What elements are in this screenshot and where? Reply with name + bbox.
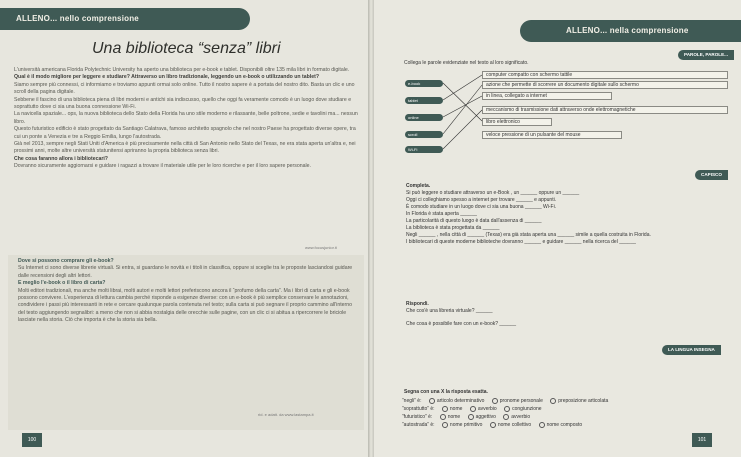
quiz-option[interactable]: congiunzione: [504, 405, 541, 413]
exercise-item: I bibliotecari di queste moderne biblioteche dovranno ______ e guidare ______ nella ricerca del ______: [406, 239, 636, 245]
radio-circle-icon[interactable]: [503, 414, 509, 420]
paragraph: Sebbene il fascino di una biblioteca piena di libri moderni e antichi sia indiscusso, quello che oggi fa veramente comodo è un luogo dove studiare e soprattutto dove ci sia una buona connessione Wi-Fi.: [14, 96, 352, 111]
quiz-row: [402, 421, 738, 429]
page-number: 101: [692, 433, 712, 447]
definition-box: azione che permette di scorrere un documento digitale sullo schermo: [482, 81, 728, 89]
section-tag-understanding: CAPISCO: [695, 170, 728, 180]
quiz-option[interactable]: aggettivo: [468, 413, 496, 421]
radio-circle-icon[interactable]: [550, 398, 556, 404]
source-note: www.focusjunior.it: [305, 245, 337, 250]
quiz-option[interactable]: nome: [442, 405, 463, 413]
exercise-item: È comodo studiare in un luogo dove ci sia una buona ______ Wi-Fi.: [406, 204, 557, 210]
radio-circle-icon[interactable]: [490, 422, 496, 428]
quiz-option[interactable]: nome: [440, 413, 461, 421]
definition-box: computer compatto con schermo tattile: [482, 71, 728, 79]
exercise-item: Oggi ci colleghiamo spesso a internet per trovare ______ e appunti.: [406, 197, 557, 203]
paragraph: Molti editori tradizionali, ma anche molti librai, molti autori e molti lettori preferiscono ancora il “profumo della carta”. Ma i libri di carta e gli e-book possono convivere. L'esperienza di lettura cambia perché risponde a esigenze diverse: con un e-book è più semplice conservare le annotazioni, condividere i passi più interessanti in rete e cercare qualunque parola contenuta nel testo; sulla carta si può segnare il proprio cammino all'interno del testo aggiungendo segnalibri: a meno che non si abbia nostalgia delle orecchie sulle pagine, con un clic ci si abitua a ripercorrere le briciole lasciate nella storia. Ciò che importa è che la storia sia bella.: [18, 287, 353, 324]
quiz-row: [402, 405, 738, 413]
radio-circle-icon[interactable]: [429, 398, 435, 404]
exercise-item: Si può leggere o studiare attraverso un e-Book , un ______ oppure un ______: [406, 190, 580, 196]
radio-circle-icon[interactable]: [442, 422, 448, 428]
radio-circle-icon[interactable]: [470, 406, 476, 412]
section-tag-words: PAROLE, PAROLE...: [678, 50, 734, 60]
info-subheading: E meglio l'e-book o il libro di carta?: [18, 280, 106, 287]
vocab-word: tablet: [405, 97, 443, 104]
exercise-label: Completa.: [406, 183, 431, 189]
definition-box: libro elettronico: [482, 118, 552, 126]
quiz-question: “soprattutto” è:: [402, 406, 435, 412]
quiz-option[interactable]: nome composto: [539, 421, 583, 429]
paragraph: Già nel 2013, sempre negli Stati Uniti d'America è più precisamente nella città di San Antonio nello Stato del Texas, ne era stata aperta un'altra e, nei prossimi anni, molte altre università statunitensi apriranno la propria biblioteca senza libri.: [14, 141, 356, 155]
left-header-banner: ALLENO... nello comprensione: [0, 8, 250, 30]
exercise-item: La biblioteca è stata progettata da ______: [406, 225, 500, 231]
radio-circle-icon[interactable]: [539, 422, 545, 428]
quiz-row: [402, 397, 738, 405]
quiz: [402, 397, 738, 429]
definition-box: meccanismo di trasmissione dati attraverso onde elettromagnetiche: [482, 106, 728, 114]
source-note: rid. e adatt. da www.lastampa.it: [258, 412, 314, 417]
radio-circle-icon[interactable]: [440, 414, 446, 420]
paragraph: Che cosa faranno allora i bibliotecari?: [14, 155, 108, 162]
exercise-item: Negli ______ , nella città di ______ (Texas) era già stata aperta una ______ simile a quella costruita in Florida.: [406, 232, 651, 238]
info-subheading: Dove si possono comprare gli e-book?: [18, 258, 114, 264]
definition-box: veloce pressione di un pulsante del mouse: [482, 131, 622, 139]
exercise-item: In Florida è stata aperta ______: [406, 211, 477, 217]
radio-circle-icon[interactable]: [468, 414, 474, 420]
quiz-option[interactable]: articolo determinativo: [429, 397, 485, 405]
page-number: 100: [22, 433, 42, 447]
radio-circle-icon[interactable]: [442, 406, 448, 412]
exercise-item: Che cos'è una libreria virtuale? ______: [406, 308, 493, 314]
paragraph: Su Internet ci sono diverse librerie virtuali. Si entra, si guardano le novità e i titoli in classifica, oppure si sceglie tra le proposte lasciandosi guidare dalle recensioni degli altri lettori.: [18, 265, 353, 279]
quiz-question: “negli” è:: [402, 398, 422, 404]
vocab-word: online: [405, 114, 443, 121]
quiz-option[interactable]: nome primitivo: [442, 421, 483, 429]
section-tag-grammar: LA LINGUA INSEGNA: [662, 345, 721, 355]
paragraph: Siamo sempre più connessi, ci informiamo e troviamo appunti ormai solo online. Tutto il nostro sapere è a portata del nostro dito. Basta un clic e uno scroll della pagina digitale.: [14, 81, 355, 96]
vocab-word: scroll: [405, 131, 443, 138]
quiz-question: “autostrada” è:: [402, 422, 435, 428]
exercise-item: Che cosa è possibile fare con un e-book? ______: [406, 321, 517, 327]
exercise-item: La particolarità di questo luogo è data dall'assenza di ______: [406, 218, 542, 224]
quiz-instruction: Segna con una X la risposta esatta.: [404, 389, 488, 395]
article-title: Una biblioteca “senza” libri: [92, 40, 281, 57]
quiz-question: “futuristico” è:: [402, 414, 433, 420]
instruction-words: Collega le parole evidenziate nel testo al loro significato.: [404, 60, 529, 66]
vocab-word: Wi-Fi: [405, 146, 443, 153]
radio-circle-icon[interactable]: [504, 406, 510, 412]
quiz-option[interactable]: preposizione articolata: [550, 397, 608, 405]
definition-box: in linea, collegato a internet: [482, 92, 612, 100]
paragraph: Dovranno sicuramente aggiornarsi e guidare i ragazzi a trovare il materiale utile per le loro ricerche e per il loro sapere personale.: [14, 163, 311, 170]
exercise-label: Rispondi.: [406, 301, 429, 307]
complete-exercise: [406, 183, 734, 246]
quiz-option[interactable]: pronome personale: [492, 397, 543, 405]
paragraph: L'università americana Florida Polytechnic University ha aperto una biblioteca per e-book e tablet. Disponibili oltre 135 mila libri in formato digitale.: [14, 67, 350, 73]
quiz-option[interactable]: avverbio: [470, 405, 497, 413]
paragraph: Qual è il modo migliore per leggere e studiare? Attraverso un libro tradizionale, leggendo un e-book o utilizzando un tablet?: [14, 74, 320, 81]
answer-exercise: [406, 301, 734, 328]
quiz-row: [402, 413, 738, 421]
quiz-option[interactable]: avverbio: [503, 413, 530, 421]
quiz-option[interactable]: nome collettivo: [490, 421, 531, 429]
vocab-word: e-book: [405, 80, 443, 87]
radio-circle-icon[interactable]: [492, 398, 498, 404]
paragraph: Questo futuristico edificio è stato progettato da Santiago Calatrava, famoso architetto spagnolo che nel nostro Paese ha progettato diverse opere, tra cui un ponte a Venezia e tre a Reggio Emilia, lungo l'autostrada.: [14, 126, 356, 140]
paragraph: La navicella spaziale... ops, la nuova biblioteca dello Stato della Florida ha uno stile moderno e rilassante, belle poltrone, sedie e tavolini ma... nessun libro.: [14, 111, 358, 125]
right-header-banner: ALLENO... nella comprensione: [520, 20, 741, 42]
